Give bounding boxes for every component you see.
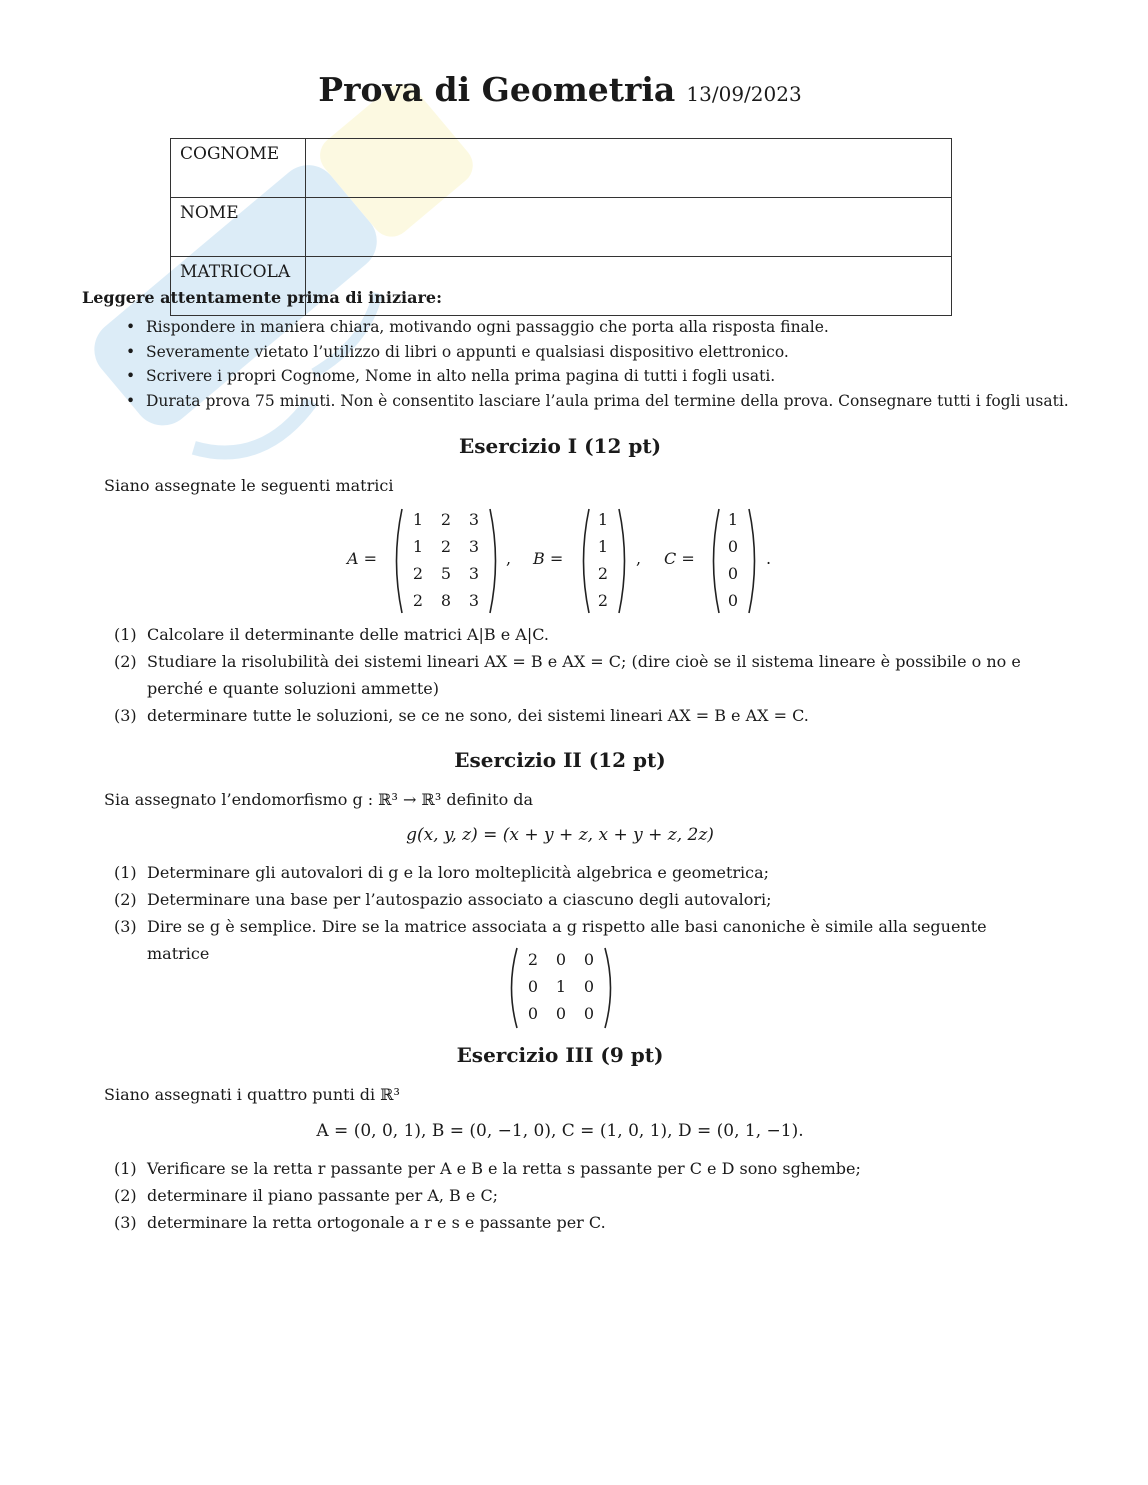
matrix-cell: 2 [412,591,424,610]
matrix-cell: 8 [440,591,452,610]
item-number: (1) [114,863,137,882]
list-item: • Scrivere i propri Cognome, Nome in alto nella prima pagina di tutti i fogli usati. [126,364,1069,389]
matrix-cell: 2 [440,537,452,556]
name-field[interactable] [306,198,952,257]
vector-b-label: B = [533,549,564,568]
table-row [171,198,952,257]
matrix-cell: 3 [468,591,480,610]
right-paren-icon [603,946,617,1030]
list-item: • Rispondere in maniera chiara, motivando ogni passaggio che porta alla risposta finale. [126,315,1069,340]
matrix-cell: 2 [527,950,539,969]
matrix-cell: 1 [727,510,739,529]
matrix-cell: 3 [468,510,480,529]
surname-label: COGNOME [171,139,306,198]
list-item [114,859,1054,886]
question-text: Verificare se la retta r passante per A e B e la retta s passante per C e D sono sghembe; [147,1159,861,1178]
item-number: (2) [114,652,137,671]
instructions-heading: Leggere attentamente prima di iniziare: [82,288,442,307]
right-paren-icon [617,507,631,615]
exercise-1-questions [114,621,1054,729]
matrix-cell: 0 [583,977,595,996]
comma: , [506,549,512,568]
item-number: (2) [114,1186,137,1205]
matrix-cell: 3 [468,564,480,583]
exercise-2-formula: g(x, y, z) = (x + y + z, x + y + z, 2z) [406,825,714,845]
matrix-cell: 3 [468,537,480,556]
exercise-1-heading: Esercizio I (12 pt) [458,434,662,458]
item-number: (1) [114,1159,137,1178]
exercise-3-questions [114,1155,1054,1236]
matrix-cell: 1 [597,537,609,556]
question-text: determinare tutte le soluzioni, se ce ne sono, dei sistemi lineari AX = B e AX = C. [147,706,809,725]
question-text: Calcolare il determinante delle matrici A|B e A|C. [147,625,549,644]
matrix-cell: 1 [412,537,424,556]
right-paren-icon [488,507,502,615]
matrix-a [404,506,488,614]
exercise-1-intro: Siano assegnate le seguenti matrici [104,476,394,495]
instructions-list [126,315,1069,413]
comma: , [636,549,642,568]
list-item [114,648,1054,702]
period: . [766,549,772,568]
left-paren-icon [707,507,721,615]
vector-c [721,506,745,614]
item-number: (3) [114,706,137,725]
matrix-cell: 5 [440,564,452,583]
item-number: (2) [114,890,137,909]
exam-date: 13/09/2023 [686,82,802,106]
name-label: NOME [171,198,306,257]
page-title [0,70,1120,109]
list-item: • Durata prova 75 minuti. Non è consentito lasciare l’aula prima del termine della prova. Consegnare tutti i fogli usati. [126,389,1069,414]
exercise-2-matrix [0,944,1148,1032]
list-item [114,1209,1054,1236]
matrix-cell: 0 [727,564,739,583]
exercise-2-intro: Sia assegnato l’endomorfismo g : ℝ³ → ℝ³ definito da [104,790,534,809]
list-item [114,1155,1054,1182]
matrix-cell: 2 [412,564,424,583]
matrix-cell: 2 [440,510,452,529]
question-text: Dire se g è semplice. Dire se la matrice associata a g rispetto alle basi canoniche è simile alla seguente matrice [147,917,987,963]
exercise-3-heading: Esercizio III (9 pt) [456,1043,664,1067]
list-item [114,1182,1054,1209]
exercise-3-points: A = (0, 0, 1), B = (0, −1, 0), C = (1, 0, 1), D = (0, 1, −1). [316,1121,804,1141]
question-text: Studiare la risolubilità dei sistemi lineari AX = B e AX = C; (dire cioè se il sistema lineare è possibile o no e perché e quante soluzioni ammette) [147,652,1021,698]
matrix-cell: 0 [583,950,595,969]
item-number: (3) [114,917,137,936]
matrix-cell: 0 [555,1004,567,1023]
exercise-3-intro: Siano assegnati i quattro punti di ℝ³ [104,1085,400,1104]
matrix-cell: 1 [412,510,424,529]
matrix-cell: 0 [527,1004,539,1023]
matrix-cell: 0 [527,977,539,996]
matrix-d [519,946,603,1027]
exercise-1-matrices [0,504,1148,619]
surname-field[interactable] [306,139,952,198]
left-paren-icon [390,507,404,615]
matrix-cell: 0 [727,537,739,556]
list-item: • Severamente vietato l’utilizzo di libri o appunti e qualsiasi dispositivo elettronico. [126,340,1069,365]
list-item [114,621,1054,648]
left-paren-icon [505,946,519,1030]
list-item [114,886,1054,913]
matrix-cell: 0 [583,1004,595,1023]
vector-b [591,506,615,614]
matrix-cell: 1 [555,977,567,996]
left-paren-icon [577,507,591,615]
exercise-2-heading: Esercizio II (12 pt) [454,748,666,772]
list-item [114,702,1054,729]
vector-c-label: C = [664,549,695,568]
item-number: (1) [114,625,137,644]
right-paren-icon [747,507,761,615]
item-number: (3) [114,1213,137,1232]
matrix-cell: 0 [727,591,739,610]
matrix-cell: 2 [597,564,609,583]
question-text: determinare la retta ortogonale a r e s e passante per C. [147,1213,606,1232]
student-number-label: MATRICOLA [171,257,306,316]
question-text: Determinare una base per l’autospazio associato a ciascuno degli autovalori; [147,890,772,909]
table-row [171,139,952,198]
question-text: determinare il piano passante per A, B e C; [147,1186,499,1205]
question-text: Determinare gli autovalori di g e la loro molteplicità algebrica e geometrica; [147,863,770,882]
matrix-cell: 2 [597,591,609,610]
matrix-cell: 0 [555,950,567,969]
matrix-cell: 1 [597,510,609,529]
matrix-a-label: A = [347,549,378,568]
title-text: Prova di Geometria [318,70,676,109]
